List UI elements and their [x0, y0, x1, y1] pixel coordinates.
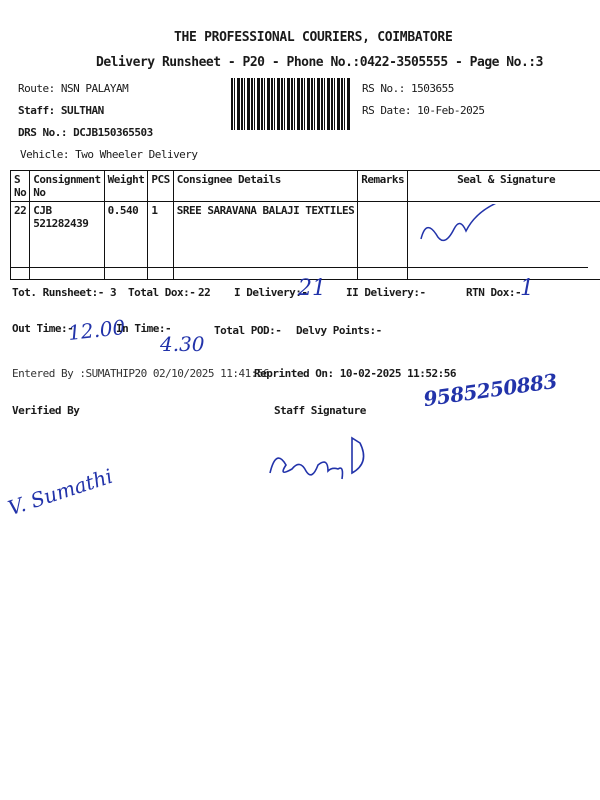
col-remarks: Remarks: [358, 171, 408, 202]
total-dox-label: Total Dox:-: [128, 286, 196, 299]
col-consignee: Consignee Details: [173, 171, 358, 202]
verifier-handwriting: V. Sumathi: [4, 463, 116, 521]
barcode-image: [231, 78, 351, 130]
col-weight: Weight: [104, 171, 148, 202]
cell-consignment: CJB 521282439: [30, 202, 104, 280]
vehicle-label: Vehicle: Two Wheeler Delivery: [20, 148, 198, 161]
staff-label: Staff: SULTHAN: [18, 104, 104, 117]
table-header-row: [11, 171, 600, 202]
in-time-value: 4.30: [160, 332, 205, 356]
staff-signature-label: Staff Signature: [274, 404, 366, 417]
drs-number: DRS No.: DCJB150365503: [18, 126, 153, 139]
cell-consignee: SREE SARAVANA BALAJI TEXTILES: [173, 202, 358, 280]
rtn-dox-value: 1: [520, 276, 534, 301]
rs-date: RS Date: 10-Feb-2025: [362, 104, 485, 117]
handwritten-signature-seal: [411, 204, 600, 274]
col-consignment: Consignment No: [30, 171, 104, 202]
verified-by-label: Verified By: [12, 404, 80, 417]
route-label: Route: NSN PALAYAM: [18, 82, 129, 95]
col-pcs: PCS: [148, 171, 173, 202]
table-bottom-rule: [10, 267, 588, 268]
total-dox-value: 22: [198, 286, 211, 299]
entered-by: Entered By :SUMATHIP20 02/10/2025 11:41:56: [12, 367, 270, 380]
in-time-label: In Time:-: [116, 322, 172, 335]
i-delivery-value: 21: [298, 276, 326, 301]
i-delivery-label: I Delivery:-: [234, 286, 308, 299]
ii-delivery-label: II Delivery:-: [346, 286, 426, 299]
reprinted-on: Reprinted On: 10-02-2025 11:52:56: [254, 367, 457, 380]
cell-pcs: 1: [148, 202, 173, 280]
runsheet-subtitle: Delivery Runsheet - P20 - Phone No.:0422-3505555 - Page No.:3: [96, 55, 543, 70]
tot-runsheet: Tot. Runsheet:- 3: [12, 286, 117, 299]
handwritten-phone-note: 9585250883: [421, 368, 558, 411]
company-title: THE PROFESSIONAL COURIERS, COIMBATORE: [174, 30, 453, 45]
rs-number: RS No.: 1503655: [362, 82, 454, 95]
out-time-label: Out Time:-: [12, 322, 74, 335]
col-sno: S No: [11, 171, 30, 202]
staff-signature-image: [262, 428, 382, 488]
delvy-points-label: Delvy Points:-: [296, 324, 382, 337]
cell-sno: 22: [11, 202, 30, 280]
total-pod-label: Total POD:-: [214, 324, 282, 337]
cell-weight: 0.540: [104, 202, 148, 280]
rtn-dox-label: RTN Dox:-: [466, 286, 522, 299]
col-seal-signature: Seal & Signature: [408, 171, 600, 202]
out-time-value: 12.00: [66, 315, 127, 345]
